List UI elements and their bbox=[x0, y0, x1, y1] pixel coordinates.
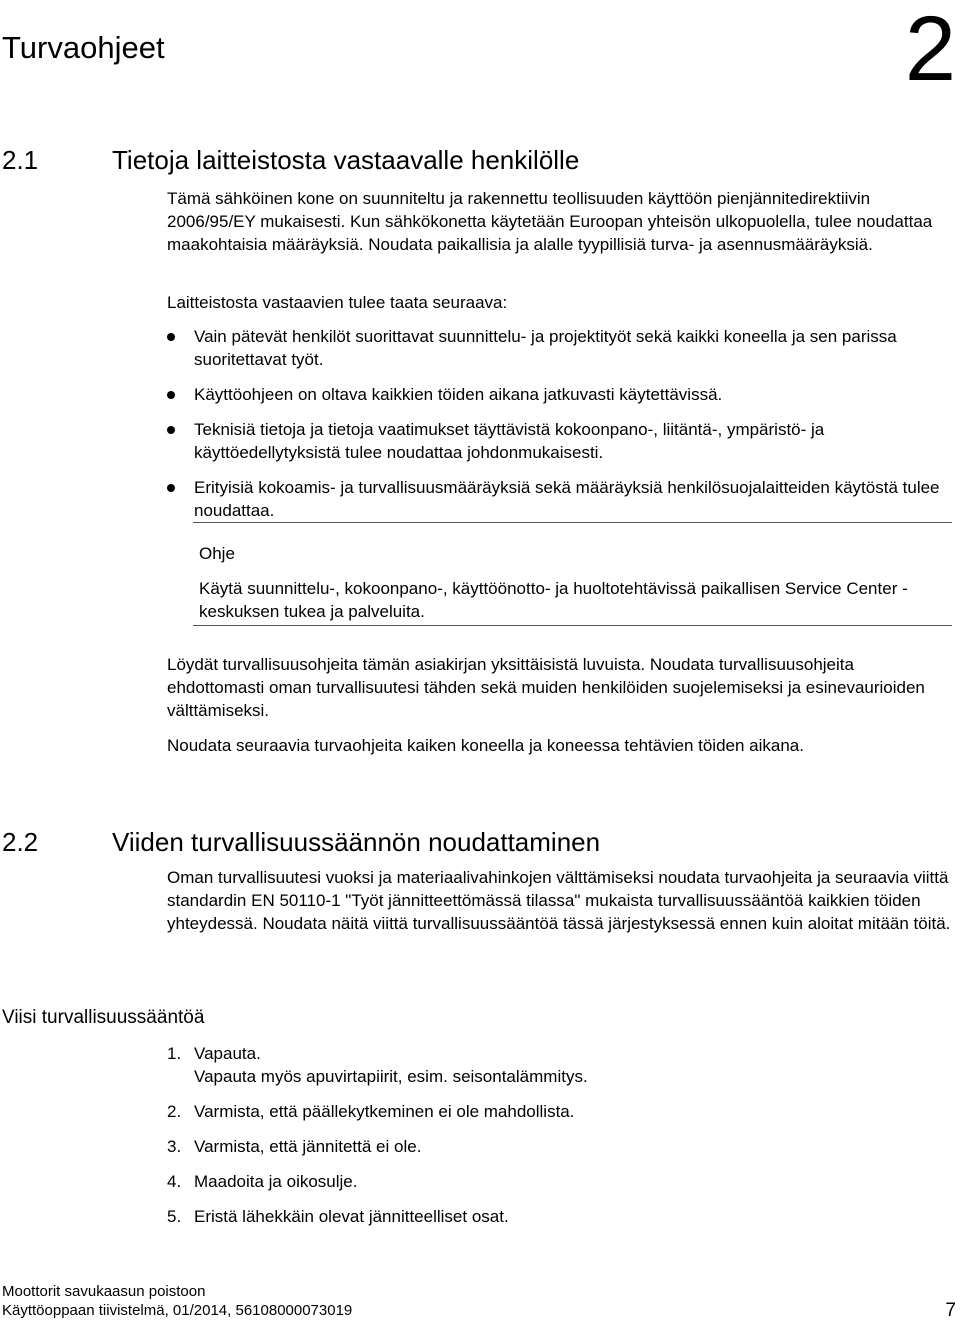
rules-heading: Viisi turvallisuussääntöä bbox=[2, 1007, 205, 1028]
list-item bbox=[167, 1042, 952, 1088]
list-item bbox=[167, 1205, 952, 1228]
page-number: 7 bbox=[945, 1300, 956, 1321]
chapter-number: 2 bbox=[904, 0, 956, 100]
list-item bbox=[167, 325, 952, 371]
responsibility-list bbox=[167, 325, 952, 534]
footer-document-info: Käyttöoppaan tiivistelmä, 01/2014, 56108000073019 bbox=[2, 1302, 353, 1319]
footer-document-title: Moottorit savukaasun poistoon bbox=[2, 1283, 206, 1300]
bullet-icon bbox=[167, 426, 175, 434]
section-number: 2.1 bbox=[2, 145, 39, 175]
list-item-text: Varmista, että jännitettä ei ole. bbox=[194, 1137, 422, 1156]
list-item-text: Vapauta. bbox=[194, 1044, 261, 1063]
intro-paragraph: Tämä sähköinen kone on suunniteltu ja rakennettu teollisuuden käyttöön pienjännitedirektiivin 2006/95/EY mukaisesti. Kun sähkökonetta käytetään Euroopan yhteisön ulkopuolella, tulee noudattaa maakohtaisia määräyksiä. Noudata paikallisia ja alalle tyypillisiä turva- ja asennusmääräyksiä. bbox=[167, 189, 933, 254]
list-number: 4. bbox=[167, 1172, 182, 1191]
list-item bbox=[167, 1135, 952, 1158]
list-item-text: Varmista, että päällekytkeminen ei ole mahdollista. bbox=[194, 1102, 575, 1121]
note-title: Ohje bbox=[199, 544, 235, 563]
list-number: 1. bbox=[167, 1044, 182, 1063]
list-item-subtext: Vapauta myös apuvirtapiirit, esim. seisontalämmitys. bbox=[194, 1067, 588, 1086]
list-number: 3. bbox=[167, 1137, 182, 1156]
list-number: 5. bbox=[167, 1207, 182, 1226]
list-number: 2. bbox=[167, 1102, 182, 1121]
section-number: 2.2 bbox=[2, 827, 39, 857]
section-title: Tietoja laitteistosta vastaavalle henkilölle bbox=[112, 145, 580, 175]
list-item bbox=[167, 1170, 952, 1193]
section-heading-2-2 bbox=[2, 825, 902, 859]
list-item-text: Erityisiä kokoamis- ja turvallisuusmääräyksiä sekä määräyksiä henkilösuojalaitteiden käytöstä tulee noudattaa. bbox=[194, 478, 940, 520]
list-item bbox=[167, 476, 952, 522]
list-item bbox=[167, 418, 952, 464]
safety-paragraph-2: Noudata seuraavia turvaohjeita kaiken koneella ja koneessa tehtävien töiden aikana. bbox=[167, 736, 804, 755]
chapter-title: Turvaohjeet bbox=[2, 30, 165, 65]
list-item-text: Eristä lähekkäin olevat jännitteelliset osat. bbox=[194, 1207, 509, 1226]
list-item-text: Teknisiä tietoja ja tietoja vaatimukset täyttävistä kokoonpano-, liitäntä-, ympäristö- ja käyttöedellytyksistä tulee noudattaa johdonmukaisesti. bbox=[194, 420, 825, 462]
note-box bbox=[193, 522, 952, 626]
list-item-text: Vain pätevät henkilöt suorittavat suunnittelu- ja projektityöt sekä kaikki koneella ja sen parissa suoritettavat työt. bbox=[194, 327, 897, 369]
bullet-icon bbox=[167, 391, 175, 399]
safety-rules-list bbox=[167, 1042, 952, 1240]
lead-paragraph: Laitteistosta vastaavien tulee taata seuraava: bbox=[167, 293, 508, 312]
list-item-text: Maadoita ja oikosulje. bbox=[194, 1172, 358, 1191]
list-item bbox=[167, 383, 952, 406]
section-title: Viiden turvallisuussäännön noudattaminen bbox=[112, 827, 601, 857]
section-intro-paragraph: Oman turvallisuutesi vuoksi ja materiaalivahinkojen välttämiseksi noudata turvaohjeita ja seuraavia viittä standardin EN 50110-1 "Työt jännitteettömässä tilassa" mukaista turvallisuussääntöä kaikkien töiden yhteydessä. Noudata näitä viittä turvallisuussääntöä tässä järjestyksessä ennen kuin aloitat mitään töitä. bbox=[167, 868, 951, 933]
section-heading-2-1 bbox=[2, 143, 902, 177]
bullet-icon bbox=[167, 333, 175, 341]
note-text: Käytä suunnittelu-, kokoonpano-, käyttöönotto- ja huoltotehtävissä paikallisen Service Center -keskuksen tukea ja palveluita. bbox=[199, 579, 908, 621]
safety-paragraph: Löydät turvallisuusohjeita tämän asiakirjan yksittäisistä luvuista. Noudata turvallisuusohjeita ehdottomasti oman turvallisuutesi tähden sekä muiden henkilöiden suojelemiseksi ja esinevaurioiden välttämiseksi. bbox=[167, 655, 925, 720]
list-item bbox=[167, 1100, 952, 1123]
list-item-text: Käyttöohjeen on oltava kaikkien töiden aikana jatkuvasti käytettävissä. bbox=[194, 385, 723, 404]
bullet-icon bbox=[167, 484, 175, 492]
